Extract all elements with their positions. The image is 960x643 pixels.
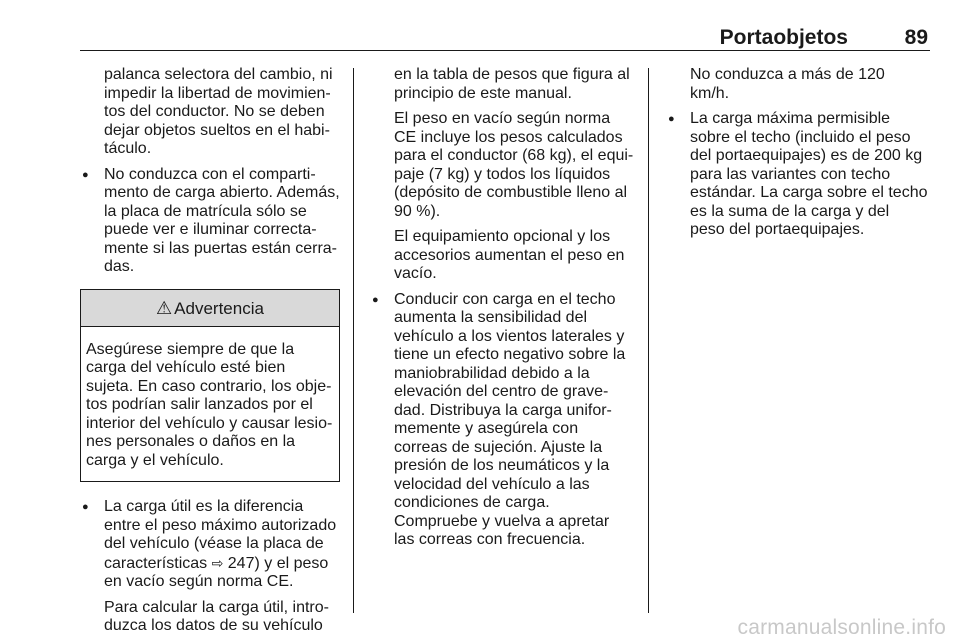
continued-paragraph: palanca selectora del cambio, ni impedir la libertad de movimien-tos del conductor. No se deben dejar objetos sueltos en el habi-táculo. bbox=[104, 66, 333, 157]
warning-header bbox=[81, 290, 339, 327]
warning-body bbox=[81, 327, 339, 482]
column-3 bbox=[666, 66, 928, 247]
bullet-text-end: 247) y el peso en vacío según norma CE. bbox=[104, 554, 329, 590]
bullet-item: ● No conduzca con el comparti-mento de carga abierto. Además, la placa de matrícula sólo se puede ver e iluminar correcta-mente si las puertas están cerra-das. bbox=[80, 166, 340, 277]
column-divider-1 bbox=[353, 68, 354, 613]
watermark: carmanualsonline.info bbox=[737, 616, 946, 639]
warning-text: Asegúrese siempre de que la carga del vehículo esté bien sujeta. En caso contrario, los obje-tos podrían salir lanzados por el interior del vehículo y causar lesio-nes personales o daños en la carga y el vehículo. bbox=[86, 340, 333, 469]
page-title: Portaobjetos bbox=[719, 26, 848, 49]
bullet-item bbox=[80, 498, 340, 592]
column-2 bbox=[370, 66, 634, 557]
page-number: 89 bbox=[904, 26, 928, 49]
bullet-item: ● La carga máxima permisible sobre el techo (incluido el peso del portaequipajes) es de 200 kg para las variantes con techo estándar. La carga sobre el techo es la suma de la carga y del peso del portaequipajes. bbox=[666, 110, 928, 240]
bullet-text-start: La carga útil es la diferencia entre el peso máximo autorizado del vehículo (véase la placa de características bbox=[104, 498, 337, 572]
bullet-item: ● Conducir con carga en el techo aumenta la sensibilidad del vehículo a los vientos laterales y tiene un efecto negativo sobre la maniobrabilidad debido a la elevación del centro de grave-dad. Distribuya la carga unifor-memente y asegúrela con correas de sujeción. Ajuste la presión de los neumáticos y la velocidad del vehículo a las condiciones de carga. Compruebe y vuelva a apretar las correas con frecuencia. bbox=[370, 291, 634, 550]
warning-triangle-icon: ⚠ bbox=[156, 297, 173, 318]
paragraph: El equipamiento opcional y los accesorios aumentan el peso en vacío. bbox=[394, 228, 625, 282]
warning-box bbox=[80, 289, 340, 483]
sub-paragraph: Para calcular la carga útil, intro-duzca los datos de su vehículo bbox=[104, 598, 329, 634]
warning-title: Advertencia bbox=[174, 298, 264, 318]
cross-reference-icon: ⇨ bbox=[211, 554, 224, 571]
paragraph: El peso en vacío según norma CE incluye los pesos calculados para el conductor (68 kg), el equi-paje (7 kg) y todos los líquidos (depósito de combustible lleno al 90 %). bbox=[394, 110, 634, 220]
column-1 bbox=[80, 66, 340, 643]
continued-paragraph: No conduzca a más de 120 km/h. bbox=[690, 66, 885, 102]
page-header bbox=[80, 26, 930, 51]
column-divider-2 bbox=[648, 68, 649, 613]
continued-paragraph: en la tabla de pesos que figura al principio de este manual. bbox=[394, 66, 630, 102]
